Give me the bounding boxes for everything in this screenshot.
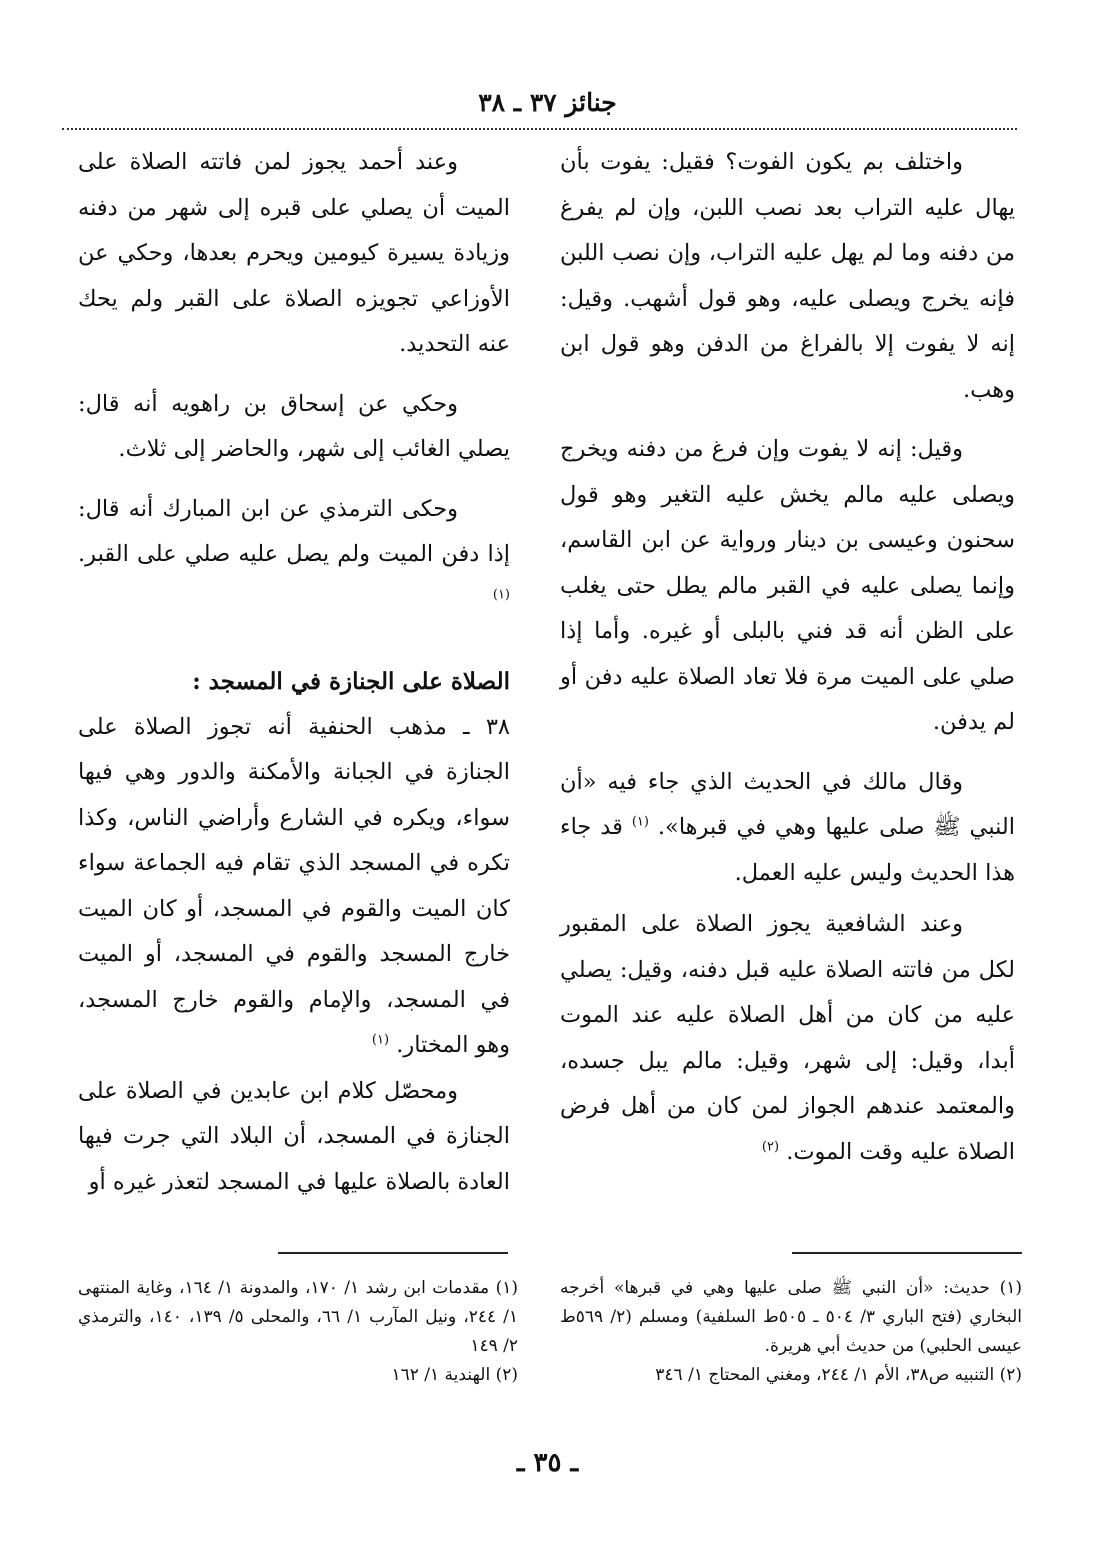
paragraph-text: وعند الشافعية يجوز الصلاة على المقبور لكل من فاتته الصلاة عليه قبل دفنه، وقيل: يصلي عليه من كان من أهل الصلاة عليه عند الموت أبدا، وقيل: إلى شهر، وقيل: مالم يبل جسده، والمعتمد عندهم الجواز لمن كان من أهل فرض الصلاة عليه وقت الموت. (560, 911, 1015, 1165)
footnote: (١) حديث: «أن النبي ﷺ صلى عليها وهي في قبرها» أخرجه البخاري (فتح الباري ٣/ ٥٠٤ ـ ٥٠٥ط السلفية) ومسلم (٢/ ٥٦٩ط عيسى الحلبي) من حديث أبي هريرة. (560, 1278, 1022, 1356)
paragraph (560, 902, 1015, 1175)
footnote-mark: (١) (492, 587, 510, 602)
footnote-mark: (١) (631, 814, 649, 830)
paragraph-text: وقال مالك في الحديث الذي جاء فيه «أن النبي ﷺ صلى عليها وهي في قبرها». (560, 768, 1015, 840)
paragraph-text: ٣٨ ـ مذهب الحنفية أنه تجوز الصلاة على الجنازة في الجبانة والأمكنة والدور وهي فيها سواء، ويكره في الشارع وأراضي الناس، وكذا تكره في المسجد الذي تقام فيه الجماعة سواء كان الميت والقوم في المسجد، أو كان الميت خارج المسجد والقوم في المسجد، أو الميت في المسجد، والإمام والقوم خارج المسجد، وهو المختار. (78, 713, 510, 1058)
footnote: (٢) الهندية ١/ ١٦٢ (391, 1365, 518, 1385)
paragraph (78, 487, 510, 624)
paragraph (560, 760, 1015, 897)
footnotes-right (560, 1274, 1022, 1390)
footnote: (١) مقدمات ابن رشد ١/ ١٧٠، والمدونة ١/ ١٦٤، وغاية المنتهى ١/ ٢٤٤، ونيل المآرب ١/ ٦٦، والمحلى ٥/ ١٣٩، ١٤٠، والترمذي ٢/ ١٤٩ (78, 1278, 518, 1356)
footnote-rule-left (278, 1252, 508, 1254)
running-title: جنائز ٣٧ ـ ٣٨ (478, 88, 617, 117)
left-column (78, 140, 510, 1205)
paragraph: وقيل: إنه لا يفوت وإن فرغ من دفنه ويخرج ويصلى عليه مالم يخش عليه التغير وهو قول سحنون وعيسى بن دينار ورواية عن ابن القاسم، وإنما يصلى عليه في القبر مالم يطل حتى يغلب على الظن أنه قد فني بالبلى أو غيره. وأما إذا صلي على الميت مرة فلا تعاد الصلاة عليه دفن أو لم يدفن. (560, 436, 1015, 735)
footnote: (٢) التنبيه ص٣٨، الأم ١/ ٢٤٤، ومغني المحتاج ١/ ٣٤٦ (655, 1365, 1022, 1385)
right-column (560, 140, 1015, 1175)
paragraph: وحكي عن إسحاق بن راهويه أنه قال: يصلي الغائب إلى شهر، والحاضر إلى ثلاث. (78, 390, 510, 462)
page-number: ـ ٣٥ ـ (516, 1448, 579, 1478)
section-heading: الصلاة على الجنازة في المسجد : (192, 668, 510, 695)
paragraph: ومحصّل كلام ابن عابدين في الصلاة على الجنازة في المسجد، أن البلاد التي جرت فيها العادة بالصلاة عليها في المسجد لتعذر غيره أو (78, 1077, 510, 1195)
footnote-mark: (١) (371, 1032, 390, 1048)
paragraph-text: وحكى الترمذي عن ابن المبارك أنه قال: إذا دفن الميت ولم يصل عليه صلي على القبر. (78, 495, 510, 567)
footnote-mark: (٢) (761, 1139, 780, 1154)
paragraph (78, 705, 510, 1069)
footnotes-left (78, 1274, 518, 1390)
paragraph-text: قد جاء هذا الحديث وليس عليه العمل. (560, 814, 1015, 886)
paragraph: وعند أحمد يجوز لمن فاتته الصلاة على الميت أن يصلي على قبره إلى شهر من دفنه وزيادة يسيرة كيومين ويحرم بعدها، وحكي عن الأوزاعي تجويزه الصلاة على القبر ولم يحك عنه التحديد. (78, 149, 510, 357)
header-dotted-rule (62, 128, 1017, 130)
paragraph: واختلف بم يكون الفوت؟ فقيل: يفوت بأن يهال عليه التراب بعد نصب اللبن، وإن لم يفرغ من دفنه وما لم يهل عليه التراب، وإن نصب اللبن فإنه يخرج ويصلى عليه، وهو قول أشهب. وقيل: إنه لا يفوت إلا بالفراغ من الدفن وهو قول ابن وهب. (560, 149, 1015, 403)
footnote-rule-right (792, 1252, 1022, 1254)
